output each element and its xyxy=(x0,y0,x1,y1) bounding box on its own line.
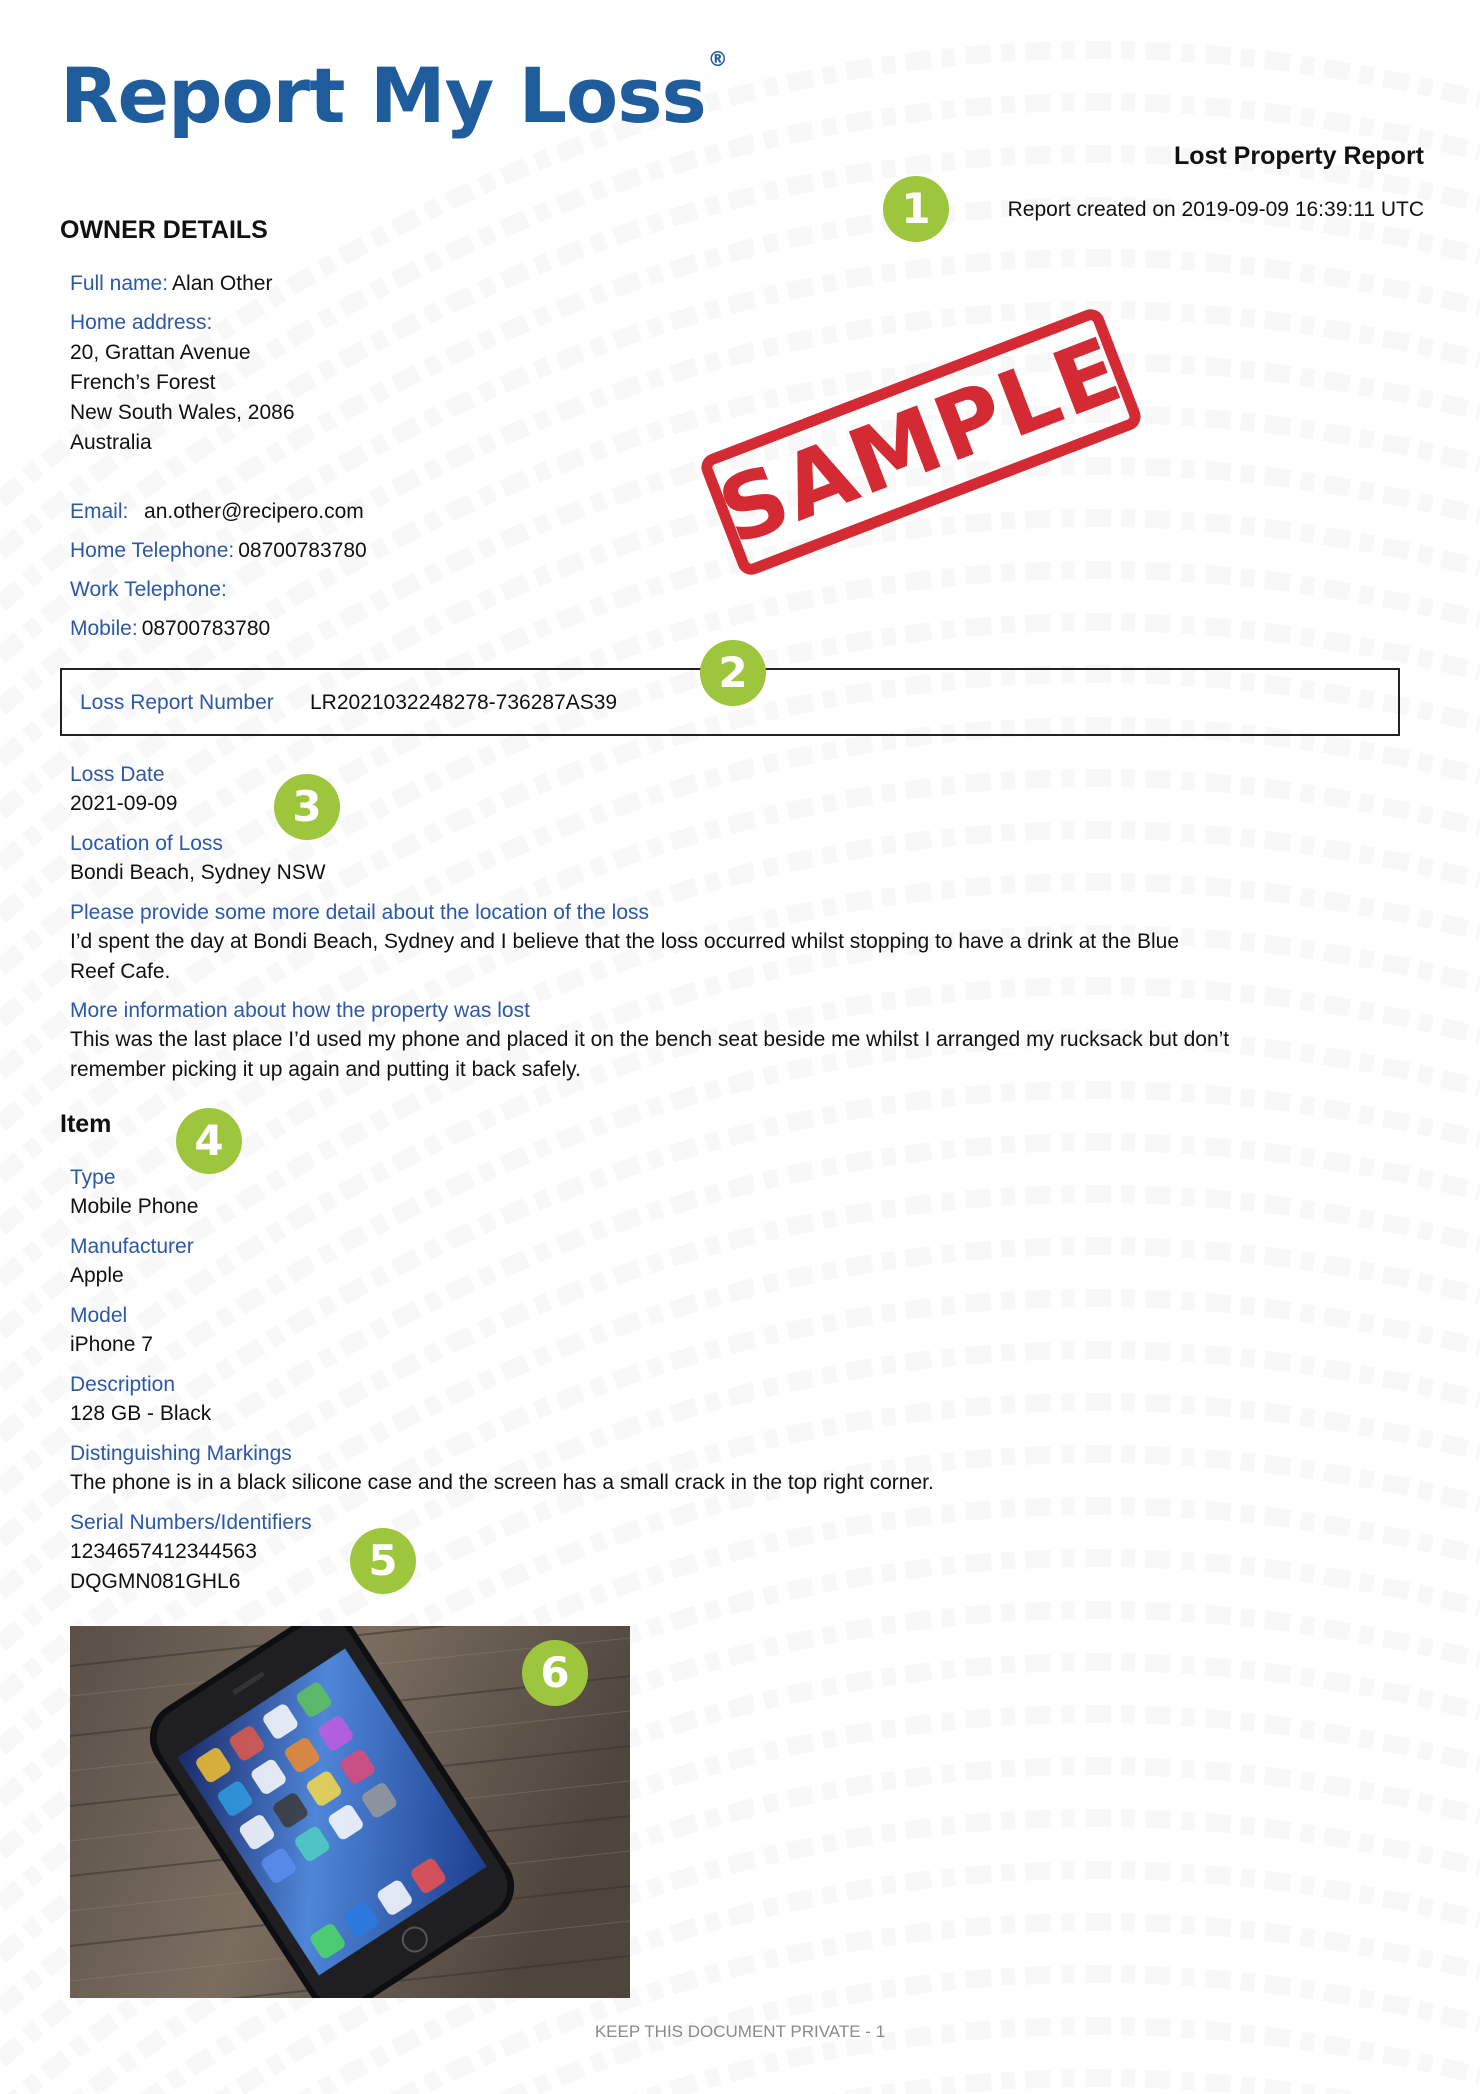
sample-stamp xyxy=(697,305,1144,579)
marker-3: 3 xyxy=(274,774,340,840)
owner-details-title: OWNER DETAILS xyxy=(60,216,268,244)
item-type-value: Mobile Phone xyxy=(70,1195,199,1218)
manufacturer-value: Apple xyxy=(70,1264,124,1287)
registered-mark: ® xyxy=(707,46,727,71)
description-value: 128 GB - Black xyxy=(70,1402,212,1425)
watermark-band xyxy=(0,830,1480,1280)
marker-6: 6 xyxy=(522,1640,588,1706)
sample-stamp-text: SAMPLE xyxy=(705,317,1137,566)
loss-report-number-value: LR2021032248278-736287AS39 xyxy=(310,691,618,714)
location-detail-label: Please provide some more detail about the location of the loss xyxy=(70,901,650,924)
report-type: Lost Property Report xyxy=(1173,142,1424,170)
description-label: Description xyxy=(70,1373,176,1396)
location-of-loss-value: Bondi Beach, Sydney NSW xyxy=(70,861,326,884)
work-telephone-label: Work Telephone: xyxy=(70,578,227,601)
report-created: Report created on 2019-09-09 16:39:11 UTC xyxy=(1007,198,1424,221)
logo-text: Report My Loss xyxy=(60,51,706,140)
full-name-value: Alan Other xyxy=(172,272,273,295)
address-line: 20, Grattan Avenue xyxy=(70,341,251,364)
full-name-row xyxy=(70,272,272,296)
logo xyxy=(60,46,727,140)
mobile-row xyxy=(70,617,270,641)
model-label: Model xyxy=(70,1304,128,1327)
email-value: an.other@recipero.com xyxy=(144,500,364,523)
home-telephone-label: Home Telephone: xyxy=(70,539,235,562)
location-detail-line: Reef Cafe. xyxy=(70,960,171,983)
watermark-band xyxy=(0,1038,1480,1488)
item-title: Item xyxy=(60,1110,112,1138)
manufacturer-label: Manufacturer xyxy=(70,1235,194,1258)
email-row xyxy=(70,500,364,524)
email-label: Email: xyxy=(70,500,129,523)
work-telephone-row xyxy=(70,578,231,602)
how-lost-line: remember picking it up again and putting it back safely. xyxy=(70,1058,581,1081)
address-line: Australia xyxy=(70,431,152,454)
item-type-label: Type xyxy=(70,1166,116,1189)
mobile-label: Mobile: xyxy=(70,617,138,640)
loss-date-value: 2021-09-09 xyxy=(70,792,178,815)
watermark-band xyxy=(0,2078,1480,2094)
serial-number: 1234657412344563 xyxy=(70,1540,257,1563)
serial-numbers-label: Serial Numbers/Identifiers xyxy=(70,1511,312,1534)
loss-date-label: Loss Date xyxy=(70,763,165,786)
loss-report-number-label: Loss Report Number xyxy=(80,691,274,714)
address-line: French’s Forest xyxy=(70,371,216,394)
marker-5: 5 xyxy=(350,1528,416,1594)
distinguishing-markings-label: Distinguishing Markings xyxy=(70,1442,292,1465)
full-name-label: Full name: xyxy=(70,272,169,295)
serial-number: DQGMN081GHL6 xyxy=(70,1570,241,1593)
marker-1: 1 xyxy=(883,176,949,242)
mobile-value: 08700783780 xyxy=(141,617,271,640)
watermark-band xyxy=(0,674,1480,1124)
address-line: New South Wales, 2086 xyxy=(70,401,295,424)
location-of-loss-label: Location of Loss xyxy=(70,832,223,855)
home-telephone-row xyxy=(70,539,367,563)
model-value: iPhone 7 xyxy=(70,1333,153,1356)
how-lost-line: This was the last place I’d used my phone and placed it on the bench seat beside me whilst I arranged my rucksack but don’t xyxy=(70,1028,1230,1051)
location-detail-line: I’d spent the day at Bondi Beach, Sydney and I believe that the loss occurred whilst stopping to have a drink at the Blue xyxy=(70,930,1180,953)
marker-4: 4 xyxy=(176,1108,242,1174)
distinguishing-markings-value: The phone is in a black silicone case and the screen has a small crack in the top right corner. xyxy=(70,1471,934,1494)
marker-2: 2 xyxy=(700,640,766,706)
how-lost-label: More information about how the property was lost xyxy=(70,999,530,1022)
home-address-label: Home address: xyxy=(70,311,213,334)
home-telephone-value: 08700783780 xyxy=(238,539,367,562)
footer-privacy-note: KEEP THIS DOCUMENT PRIVATE - 1 xyxy=(594,2022,886,2041)
watermark-band xyxy=(0,986,1480,1436)
